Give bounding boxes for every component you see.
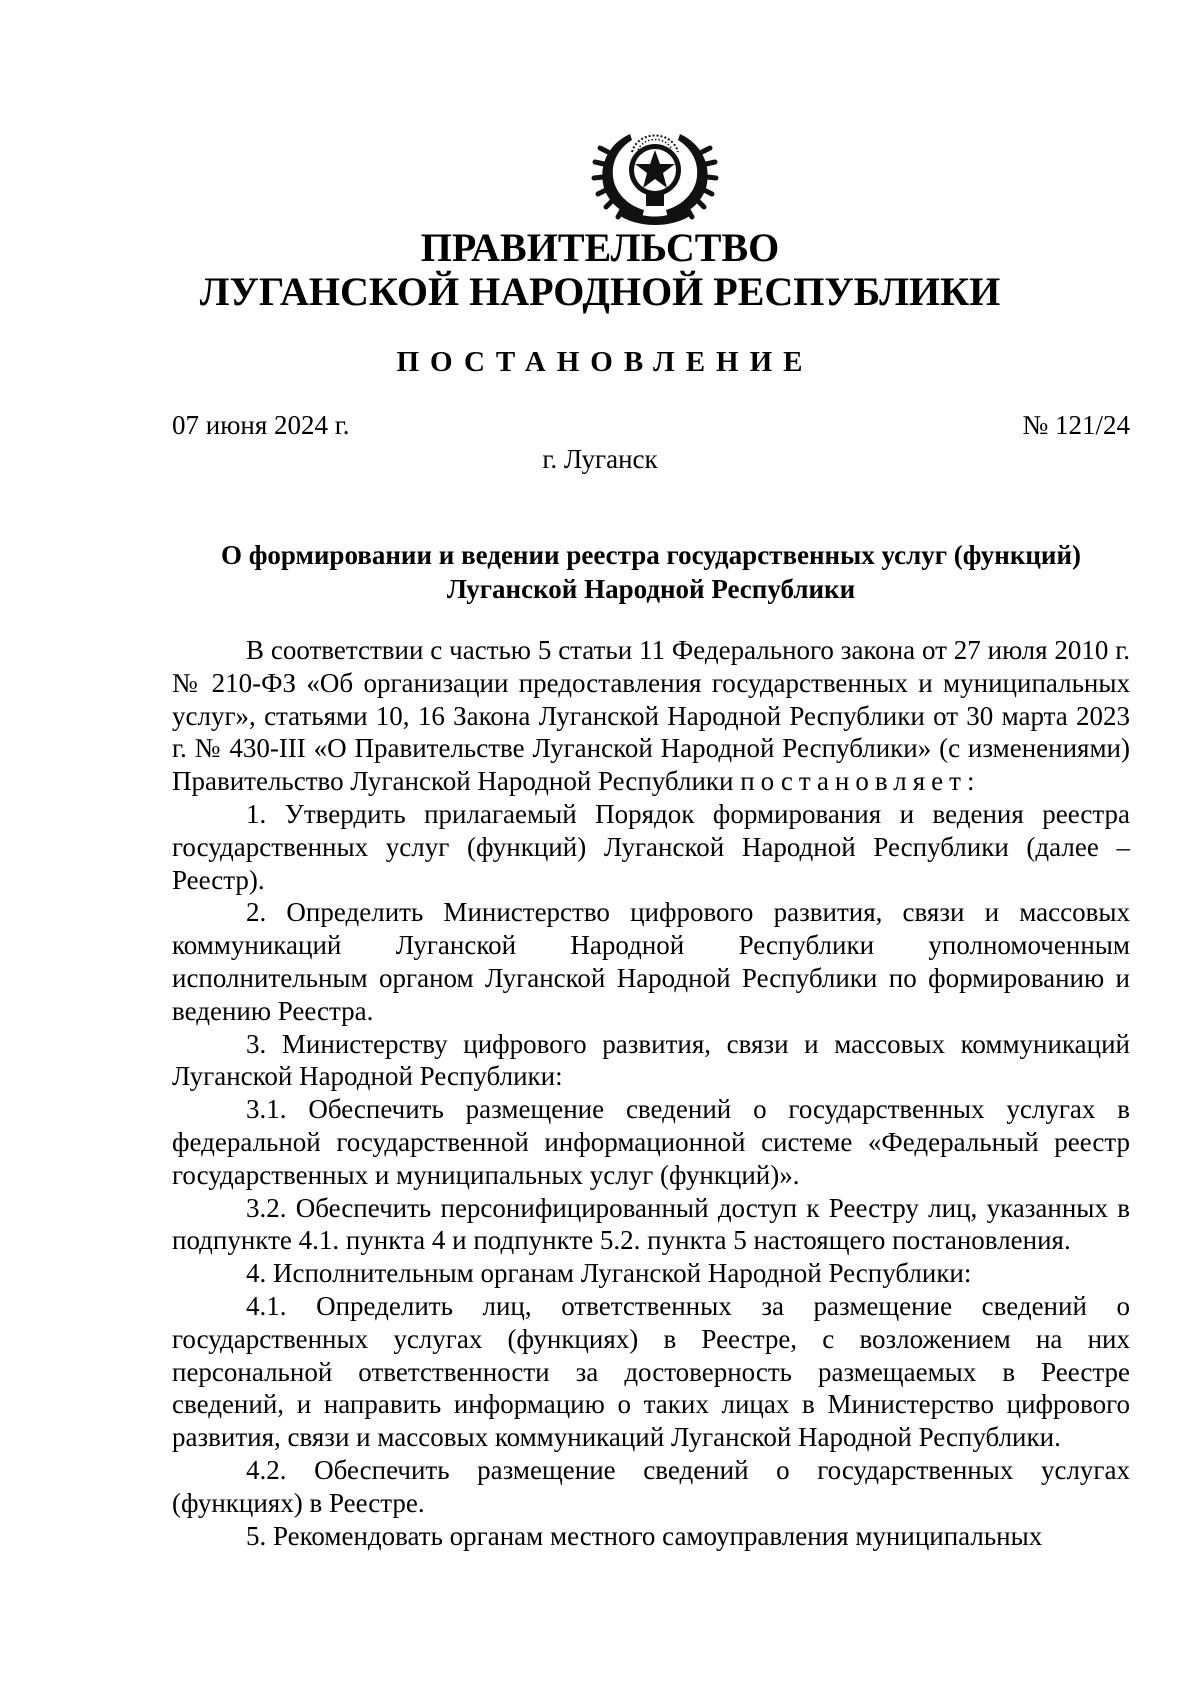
paragraph-1: 1. Утвердить прилагаемый Порядок формирования и ведения реестра государственных услуг (функций) Луганской Народной Республики (далее – Реестр). xyxy=(172,798,1130,895)
preamble-text: В соответствии с частью 5 статьи 11 Федерального закона от 27 июля 2010 г. № 210-ФЗ «Об организации предоставления государственных и муниципальных услуг», статьями 10, 16 Закона Луганской Народной Республики от 30 марта 2023 г. № 430-III «О Правительстве Луганской Народной Республики» (с изменениями) Правительство Луганской Народной Республики xyxy=(172,635,1130,797)
document-subject xyxy=(172,538,1130,606)
preamble-paragraph xyxy=(172,634,1130,798)
paragraph-3: 3. Министерству цифрового развития, связи и массовых коммуникаций Луганской Народной Республики: xyxy=(172,1028,1130,1092)
document-date: 07 июня 2024 г. xyxy=(172,410,350,440)
subject-line2: Луганской Народной Республики xyxy=(446,574,856,604)
document-number: № 121/24 xyxy=(1022,410,1130,440)
coat-of-arms-emblem xyxy=(590,122,720,226)
paragraph-3-1: 3.1. Обеспечить размещение сведений о государственных услугах в федеральной государственной информационной системе «Федеральный реестр государственных и муниципальных услуг (функций)». xyxy=(172,1094,1130,1190)
subject-line1: О формировании и ведении реестра государственных услуг (функций) xyxy=(220,540,1082,570)
document-type-heading: ПОСТАНОВЛЕНИЕ xyxy=(396,346,814,378)
decree-word: постановляет: xyxy=(740,766,981,797)
document-body xyxy=(172,634,1130,1552)
paragraph-4-1: 4.1. Определить лиц, ответственных за размещение сведений о государственных услугах (функциях) в Реестре, с возложением на них персональной ответственности за достоверность размещаемых в Реестре сведений, и направить информацию о таких лицах в Министерство цифрового развития, связи и массовых коммуникаций Луганской Народной Республики. xyxy=(172,1290,1130,1453)
paragraph-3-2: 3.2. Обеспечить персонифицированный доступ к Реестру лиц, указанных в подпункте 4.1. пункта 4 и подпункте 5.2. пункта 5 настоящего постановления. xyxy=(172,1192,1130,1256)
government-title-line2: ЛУГАНСКОЙ НАРОДНОЙ РЕСПУБЛИКИ xyxy=(199,269,1001,314)
paragraph-2: 2. Определить Министерство цифрового развития, связи и массовых коммуникаций Луганской Народной Республики уполномоченным исполнительным органом Луганской Народной Республики по формированию и ведению Реестра. xyxy=(172,897,1130,1026)
paragraph-5: 5. Рекомендовать органам местного самоуправления муниципальных xyxy=(246,1520,1043,1551)
government-title-line1: ПРАВИТЕЛЬСТВО xyxy=(420,225,780,270)
document-city: г. Луганск xyxy=(542,444,658,474)
paragraph-4: 4. Исполнительным органам Луганской Народной Республики: xyxy=(246,1258,972,1289)
paragraph-4-2: 4.2. Обеспечить размещение сведений о государственных услугах (функциях) в Реестре. xyxy=(172,1454,1130,1518)
lpr-coat-of-arms-icon xyxy=(590,122,720,226)
